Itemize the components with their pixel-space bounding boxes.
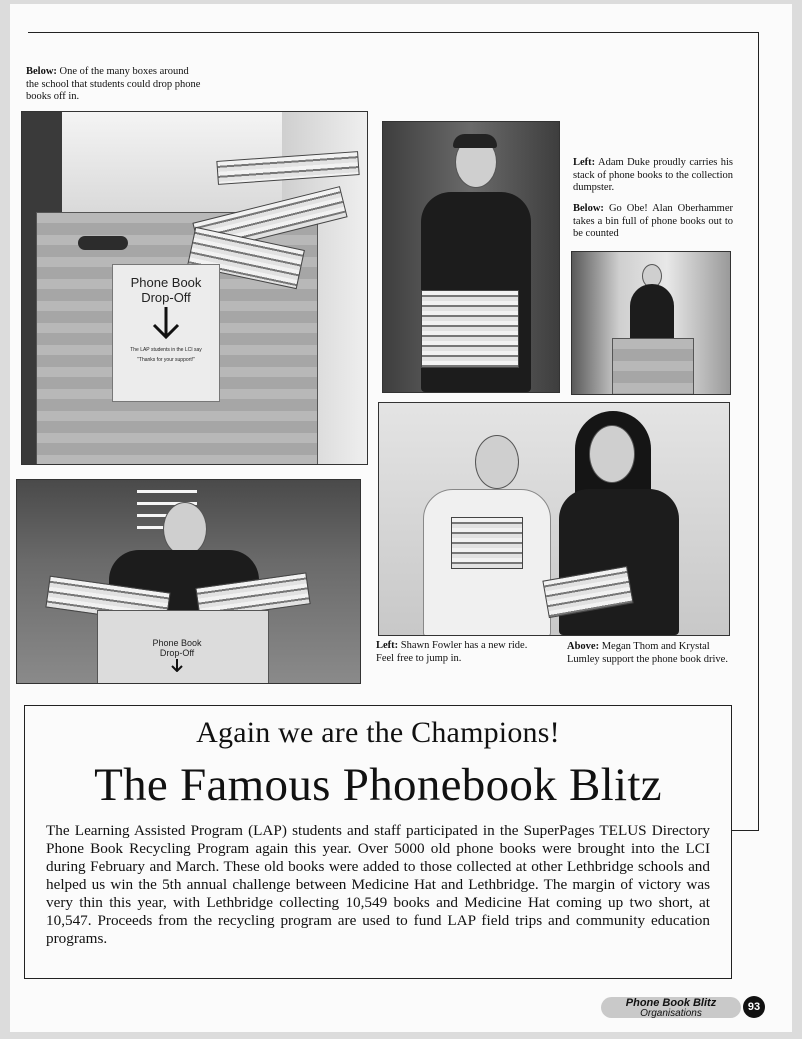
phone-book-stack [451, 517, 523, 569]
caption-label: Left: [573, 157, 596, 168]
caption-dropbox [26, 66, 204, 104]
sign-text: Phone Book [152, 638, 202, 648]
photo-dropbox [21, 111, 368, 465]
footer-section: Phone Book Blitz [625, 997, 717, 1009]
caption-label: Left: [376, 640, 399, 651]
photo-megan-krystal [378, 402, 730, 636]
drop-off-sign [112, 264, 220, 402]
sign-small-text: "Thanks for your support!" [137, 357, 195, 363]
caption-text: Adam Duke proudly carries his stack of phone books to the collection dumpster. [573, 157, 733, 193]
person-head [475, 435, 519, 489]
caption-text: Shawn Fowler has a new ride. Feel free to jump in. [376, 640, 528, 664]
caption-label: Below: [573, 203, 604, 214]
arrow-down-icon [171, 658, 183, 672]
drop-off-sign [147, 638, 207, 683]
caption-text: One of the many boxes around the school that students could drop phone books off in. [26, 66, 201, 102]
page-number: 93 [743, 996, 765, 1018]
footer-category: Organisations [640, 1008, 702, 1019]
photo-adam-duke [382, 121, 560, 393]
story-headline: The Famous Phonebook Blitz [94, 759, 662, 811]
sign-text: Phone Book [130, 275, 202, 290]
caption-text: Megan Thom and Krystal Lumley support the phone book drive. [567, 641, 728, 665]
person-body [630, 284, 674, 344]
story-body: The Learning Assisted Program (LAP) students and staff participated in the SuperPages TELUS Directory Phone Book Recycling Program again this year. Over 5000 old phone books were brought into the LCI during February and March. These old books were added to those collected at other Lethbridge schools and helped us win the 5th annual challenge between Medicine Hat and Lethbridge. The margin of victory was very thin this year, with Lethbridge collecting 10,549 books and Medicine Hat coming up two short, at 10,547. Proceeds from the recycling program are used to fund LAP field trips and community education programs. [46, 822, 710, 947]
caption-label: Below: [26, 66, 57, 77]
photo-alan-oberhammer [571, 251, 731, 395]
caption-text: Go Obe! Alan Oberhammer takes a bin full of phone books out to be counted [573, 203, 734, 239]
phone-book-stack [421, 290, 519, 368]
yearbook-page [10, 4, 792, 1032]
footer-section-label [601, 997, 741, 1018]
caption-megan [567, 641, 737, 666]
story-box [24, 705, 732, 979]
caption-alan [573, 203, 733, 241]
caption-shawn [376, 640, 548, 665]
story-kicker: Again we are the Champions! [196, 716, 560, 749]
sign-text: Drop-Off [141, 290, 191, 305]
caption-label: Above: [567, 641, 600, 652]
person-head [163, 502, 207, 556]
arrow-down-icon [151, 305, 181, 341]
person-head [589, 425, 635, 483]
sign-small-text: The LAP students in the LCI say [130, 347, 202, 353]
sign-text: Drop-Off [159, 648, 195, 658]
caption-adam [573, 157, 733, 195]
recycling-bin [612, 338, 694, 395]
photo-shawn-fowler [16, 479, 361, 684]
